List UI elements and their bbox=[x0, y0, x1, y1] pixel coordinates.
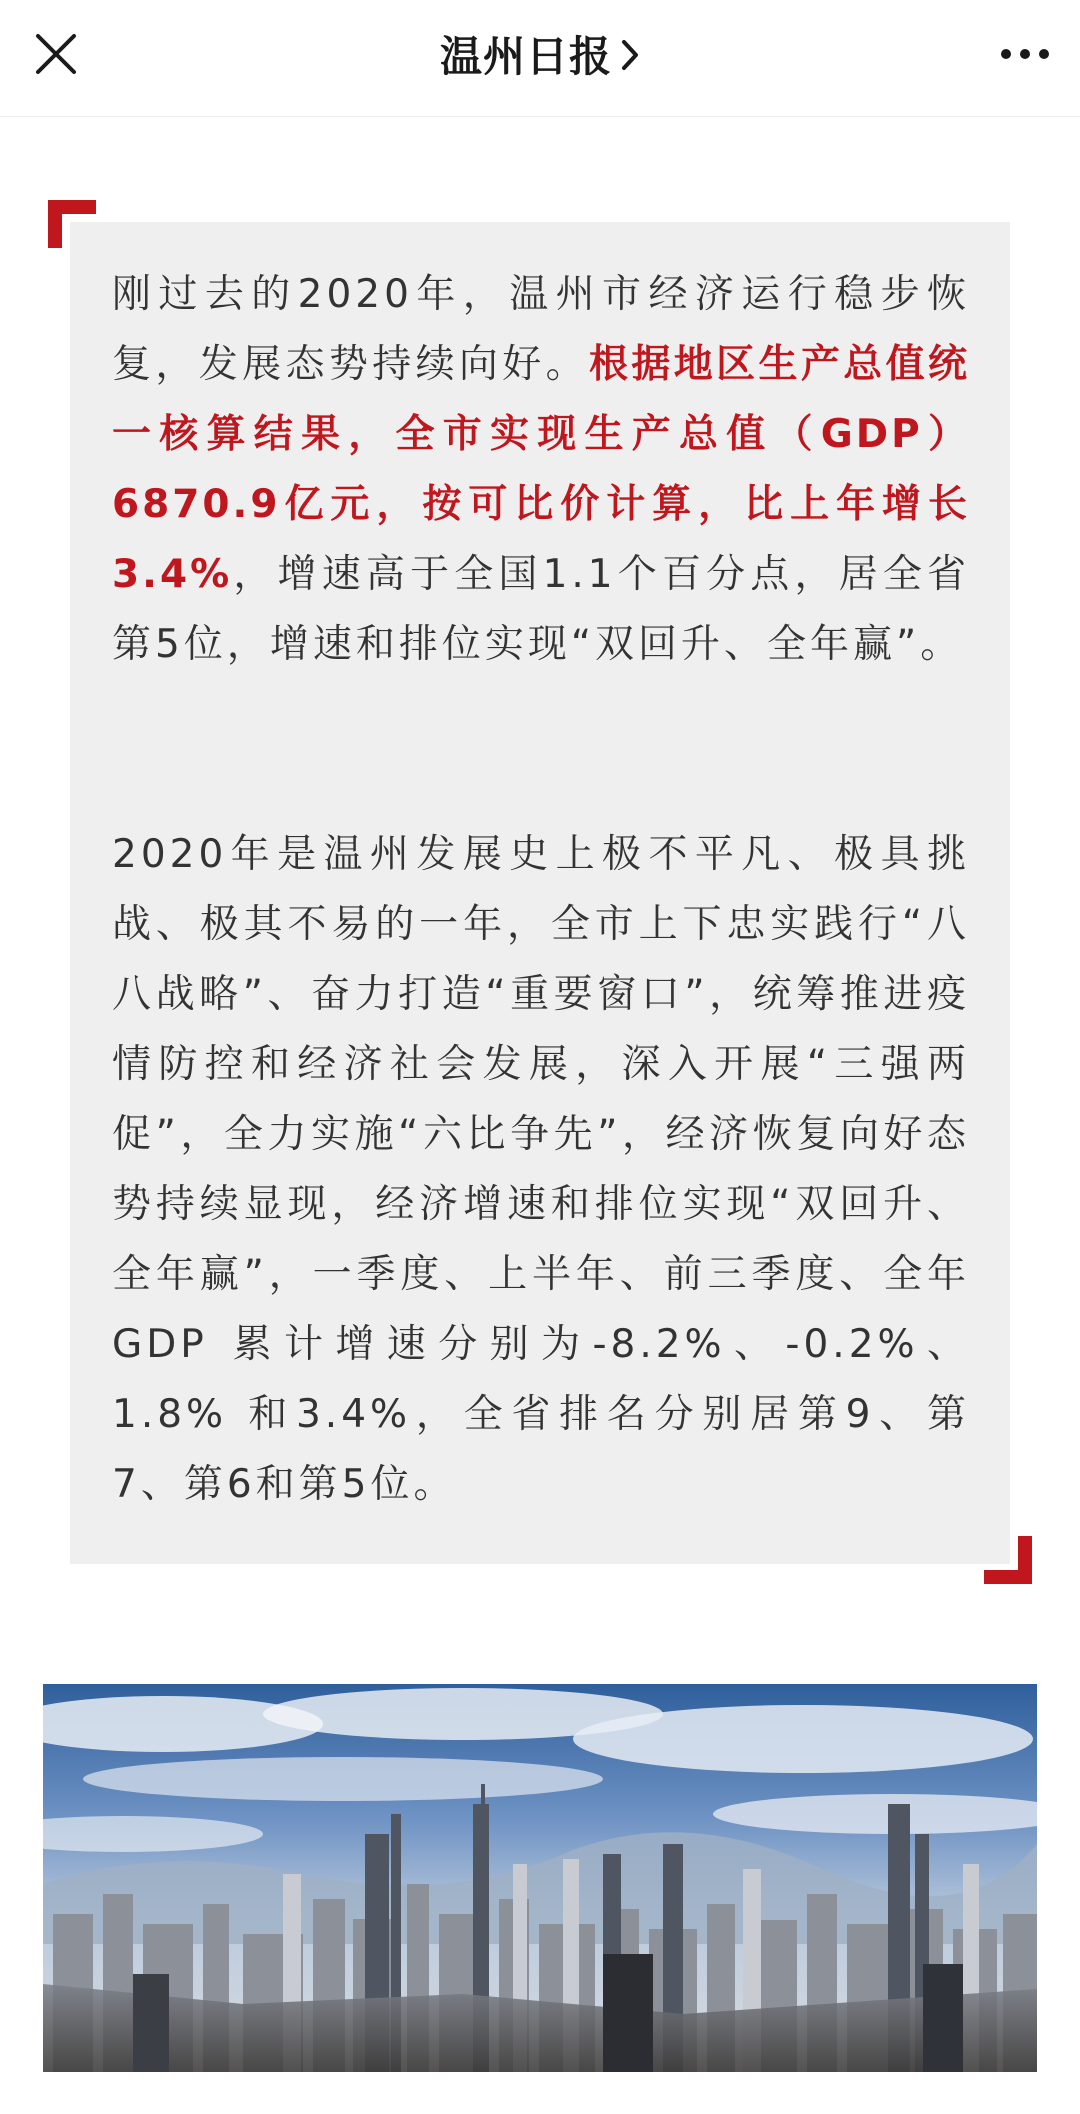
close-button[interactable] bbox=[26, 24, 86, 84]
more-icon-dot bbox=[1039, 49, 1049, 59]
paragraph-1-rest: ，增速高于全国1.1个百分点，居全省第5位，增速和排位实现“双回升、全年赢”。 bbox=[112, 552, 970, 667]
more-icon-dot bbox=[1020, 49, 1030, 59]
corner-bracket-bottom-right bbox=[984, 1536, 1032, 1584]
article-paragraph-1 bbox=[112, 260, 970, 680]
corner-bracket-top-left bbox=[48, 200, 96, 248]
paragraph-1-intro: 刚过去的2020年，温州市经济运行稳步恢复，发展态势持续向好。 bbox=[112, 272, 970, 387]
top-nav-bar bbox=[0, 0, 1080, 117]
chevron-right-icon bbox=[620, 38, 640, 72]
article-paragraph-2: 2020年是温州发展史上极不平凡、极具挑战、极其不易的一年，全市上下忠实践行“八八战略”、奋力打造“重要窗口”，统筹推进疫情防控和经济社会发展，深入开展“三强两促”，全力实施“六比争先”，经济恢复向好态势持续显现，经济增速和排位实现“双回升、全年赢”，一季度、上半年、前三季度、全年GDP 累计增速分别为-8.2%、-0.2%、1.8% 和3.4%，全省排名分别居第9、第7、第6和第5位。 bbox=[112, 832, 970, 1507]
account-title-link[interactable] bbox=[440, 24, 640, 84]
more-icon bbox=[1001, 49, 1011, 59]
close-icon bbox=[26, 24, 86, 84]
city-skyline-image bbox=[43, 1684, 1037, 2072]
more-button[interactable] bbox=[990, 24, 1060, 84]
gdp-highlight: 根据地区生产总值统一核算结果，全市实现生产总值（GDP）6870.9亿元，按可比价计算，比上年增长3.4% bbox=[112, 342, 970, 597]
page-title: 温州日报 bbox=[439, 32, 612, 81]
